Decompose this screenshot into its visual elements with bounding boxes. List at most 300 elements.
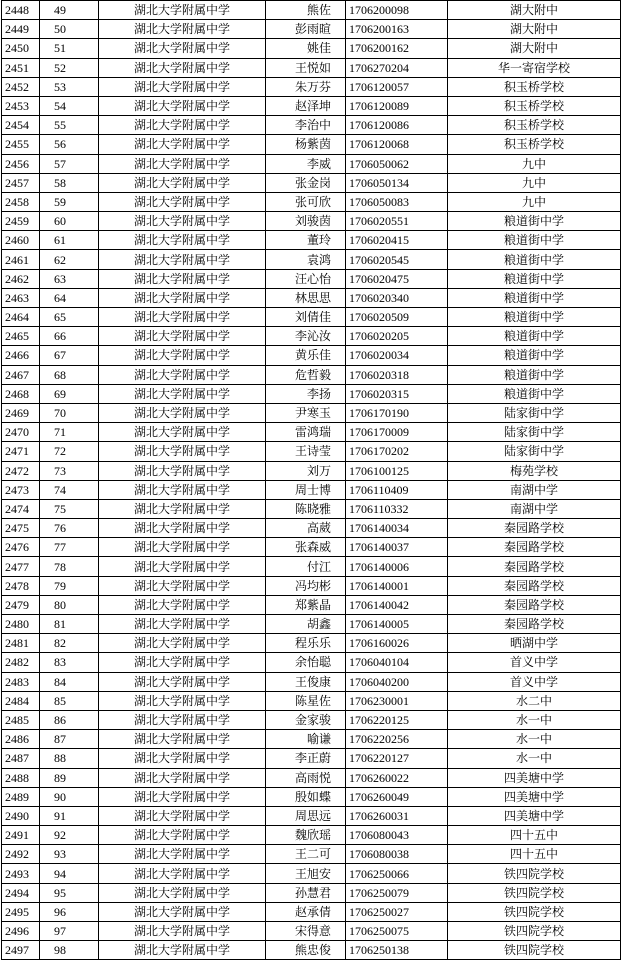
exam-number-cell: 1706020034 bbox=[346, 346, 448, 365]
admitting-school-cell: 湖北大学附属中学 bbox=[99, 135, 266, 154]
sequence-cell: 84 bbox=[40, 672, 99, 691]
graduating-school-cell: 粮道街中学 bbox=[448, 327, 621, 346]
exam-number-cell: 1706220125 bbox=[346, 710, 448, 729]
table-row bbox=[2, 173, 621, 192]
row-number-cell: 2485 bbox=[2, 710, 40, 729]
graduating-school-cell: 首义中学 bbox=[448, 672, 621, 691]
admitting-school-cell: 湖北大学附属中学 bbox=[99, 96, 266, 115]
student-name-cell: 高葳 bbox=[266, 519, 346, 538]
admitting-school-cell: 湖北大学附属中学 bbox=[99, 212, 266, 231]
sequence-cell: 62 bbox=[40, 250, 99, 269]
exam-number-cell: 1706250138 bbox=[346, 941, 448, 960]
row-number-cell: 2486 bbox=[2, 730, 40, 749]
sequence-cell: 96 bbox=[40, 902, 99, 921]
admitting-school-cell: 湖北大学附属中学 bbox=[99, 39, 266, 58]
sequence-cell: 93 bbox=[40, 845, 99, 864]
sequence-cell: 65 bbox=[40, 308, 99, 327]
exam-number-cell: 1706120086 bbox=[346, 116, 448, 135]
exam-number-cell: 1706140005 bbox=[346, 615, 448, 634]
sequence-cell: 60 bbox=[40, 212, 99, 231]
student-name-cell: 张森威 bbox=[266, 538, 346, 557]
sequence-cell: 90 bbox=[40, 787, 99, 806]
admitting-school-cell: 湖北大学附属中学 bbox=[99, 826, 266, 845]
admitting-school-cell: 湖北大学附属中学 bbox=[99, 806, 266, 825]
student-name-cell: 余怡聪 bbox=[266, 653, 346, 672]
admitting-school-cell: 湖北大学附属中学 bbox=[99, 384, 266, 403]
graduating-school-cell: 粮道街中学 bbox=[448, 288, 621, 307]
graduating-school-cell: 粮道街中学 bbox=[448, 250, 621, 269]
row-number-cell: 2477 bbox=[2, 557, 40, 576]
graduating-school-cell: 四美塘中学 bbox=[448, 806, 621, 825]
graduating-school-cell: 秦园路学校 bbox=[448, 576, 621, 595]
table-row bbox=[2, 864, 621, 883]
exam-number-cell: 1706170190 bbox=[346, 403, 448, 422]
exam-number-cell: 1706020315 bbox=[346, 384, 448, 403]
admitting-school-cell: 湖北大学附属中学 bbox=[99, 154, 266, 173]
sequence-cell: 76 bbox=[40, 519, 99, 538]
table-row bbox=[2, 576, 621, 595]
table-row bbox=[2, 269, 621, 288]
graduating-school-cell: 南湖中学 bbox=[448, 499, 621, 518]
admitting-school-cell: 湖北大学附属中学 bbox=[99, 730, 266, 749]
sequence-cell: 79 bbox=[40, 576, 99, 595]
student-name-cell: 刘倩佳 bbox=[266, 308, 346, 327]
sequence-cell: 95 bbox=[40, 883, 99, 902]
exam-number-cell: 1706140001 bbox=[346, 576, 448, 595]
exam-number-cell: 1706050062 bbox=[346, 154, 448, 173]
admitting-school-cell: 湖北大学附属中学 bbox=[99, 461, 266, 480]
graduating-school-cell: 秦园路学校 bbox=[448, 519, 621, 538]
graduating-school-cell: 积玉桥学校 bbox=[448, 96, 621, 115]
exam-number-cell: 1706100125 bbox=[346, 461, 448, 480]
student-name-cell: 姚佳 bbox=[266, 39, 346, 58]
row-number-cell: 2452 bbox=[2, 77, 40, 96]
row-number-cell: 2468 bbox=[2, 384, 40, 403]
table-row bbox=[2, 212, 621, 231]
sequence-cell: 83 bbox=[40, 653, 99, 672]
exam-number-cell: 1706080043 bbox=[346, 826, 448, 845]
exam-number-cell: 1706020205 bbox=[346, 327, 448, 346]
exam-number-cell: 1706260031 bbox=[346, 806, 448, 825]
table-row bbox=[2, 365, 621, 384]
student-name-cell: 宋得意 bbox=[266, 922, 346, 941]
row-number-cell: 2496 bbox=[2, 922, 40, 941]
sequence-cell: 50 bbox=[40, 20, 99, 39]
exam-number-cell: 1706020475 bbox=[346, 269, 448, 288]
student-name-cell: 周士博 bbox=[266, 480, 346, 499]
table-row bbox=[2, 384, 621, 403]
graduating-school-cell: 华一寄宿学校 bbox=[448, 58, 621, 77]
exam-number-cell: 1706160026 bbox=[346, 634, 448, 653]
student-name-cell: 王旭安 bbox=[266, 864, 346, 883]
row-number-cell: 2459 bbox=[2, 212, 40, 231]
admitting-school-cell: 湖北大学附属中学 bbox=[99, 403, 266, 422]
sequence-cell: 51 bbox=[40, 39, 99, 58]
row-number-cell: 2480 bbox=[2, 615, 40, 634]
admitting-school-cell: 湖北大学附属中学 bbox=[99, 58, 266, 77]
admitting-school-cell: 湖北大学附属中学 bbox=[99, 710, 266, 729]
sequence-cell: 58 bbox=[40, 173, 99, 192]
row-number-cell: 2484 bbox=[2, 691, 40, 710]
student-name-cell: 高雨悦 bbox=[266, 768, 346, 787]
sequence-cell: 66 bbox=[40, 327, 99, 346]
exam-number-cell: 1706220256 bbox=[346, 730, 448, 749]
table-row bbox=[2, 941, 621, 960]
graduating-school-cell: 铁四院学校 bbox=[448, 902, 621, 921]
table-row bbox=[2, 826, 621, 845]
row-number-cell: 2495 bbox=[2, 902, 40, 921]
student-name-cell: 张金岗 bbox=[266, 173, 346, 192]
sequence-cell: 63 bbox=[40, 269, 99, 288]
admitting-school-cell: 湖北大学附属中学 bbox=[99, 269, 266, 288]
admitting-school-cell: 湖北大学附属中学 bbox=[99, 749, 266, 768]
sequence-cell: 94 bbox=[40, 864, 99, 883]
row-number-cell: 2497 bbox=[2, 941, 40, 960]
student-name-cell: 李正蔚 bbox=[266, 749, 346, 768]
sequence-cell: 68 bbox=[40, 365, 99, 384]
table-row bbox=[2, 902, 621, 921]
admitting-school-cell: 湖北大学附属中学 bbox=[99, 845, 266, 864]
admitting-school-cell: 湖北大学附属中学 bbox=[99, 77, 266, 96]
table-row bbox=[2, 77, 621, 96]
graduating-school-cell: 南湖中学 bbox=[448, 480, 621, 499]
student-name-cell: 郑紫晶 bbox=[266, 595, 346, 614]
admitting-school-cell: 湖北大学附属中学 bbox=[99, 941, 266, 960]
table-row bbox=[2, 922, 621, 941]
admitting-school-cell: 湖北大学附属中学 bbox=[99, 499, 266, 518]
exam-number-cell: 1706220127 bbox=[346, 749, 448, 768]
table-row bbox=[2, 58, 621, 77]
admitting-school-cell: 湖北大学附属中学 bbox=[99, 442, 266, 461]
sequence-cell: 97 bbox=[40, 922, 99, 941]
row-number-cell: 2462 bbox=[2, 269, 40, 288]
graduating-school-cell: 粮道街中学 bbox=[448, 212, 621, 231]
exam-number-cell: 1706040200 bbox=[346, 672, 448, 691]
student-name-cell: 尹寒玉 bbox=[266, 403, 346, 422]
exam-number-cell: 1706020340 bbox=[346, 288, 448, 307]
table-row bbox=[2, 288, 621, 307]
exam-number-cell: 1706250066 bbox=[346, 864, 448, 883]
sequence-cell: 61 bbox=[40, 231, 99, 250]
table-row bbox=[2, 557, 621, 576]
exam-number-cell: 1706040104 bbox=[346, 653, 448, 672]
sequence-cell: 69 bbox=[40, 384, 99, 403]
table-row bbox=[2, 308, 621, 327]
admitting-school-cell: 湖北大学附属中学 bbox=[99, 231, 266, 250]
graduating-school-cell: 湖大附中 bbox=[448, 20, 621, 39]
row-number-cell: 2465 bbox=[2, 327, 40, 346]
sequence-cell: 70 bbox=[40, 403, 99, 422]
table-row bbox=[2, 461, 621, 480]
graduating-school-cell: 铁四院学校 bbox=[448, 941, 621, 960]
row-number-cell: 2450 bbox=[2, 39, 40, 58]
student-name-cell: 袁鸿 bbox=[266, 250, 346, 269]
row-number-cell: 2473 bbox=[2, 480, 40, 499]
admitting-school-cell: 湖北大学附属中学 bbox=[99, 538, 266, 557]
exam-number-cell: 1706170202 bbox=[346, 442, 448, 461]
row-number-cell: 2481 bbox=[2, 634, 40, 653]
sequence-cell: 49 bbox=[40, 1, 99, 20]
admitting-school-cell: 湖北大学附属中学 bbox=[99, 365, 266, 384]
student-name-cell: 金家骏 bbox=[266, 710, 346, 729]
graduating-school-cell: 湖大附中 bbox=[448, 1, 621, 20]
student-name-cell: 魏欣瑶 bbox=[266, 826, 346, 845]
exam-number-cell: 1706020551 bbox=[346, 212, 448, 231]
graduating-school-cell: 积玉桥学校 bbox=[448, 77, 621, 96]
table-row bbox=[2, 480, 621, 499]
admitting-school-cell: 湖北大学附属中学 bbox=[99, 864, 266, 883]
row-number-cell: 2490 bbox=[2, 806, 40, 825]
sequence-cell: 73 bbox=[40, 461, 99, 480]
admitting-school-cell: 湖北大学附属中学 bbox=[99, 250, 266, 269]
table-row bbox=[2, 615, 621, 634]
row-number-cell: 2467 bbox=[2, 365, 40, 384]
graduating-school-cell: 四美塘中学 bbox=[448, 768, 621, 787]
exam-number-cell: 1706120089 bbox=[346, 96, 448, 115]
exam-number-cell: 1706020318 bbox=[346, 365, 448, 384]
row-number-cell: 2483 bbox=[2, 672, 40, 691]
row-number-cell: 2488 bbox=[2, 768, 40, 787]
student-name-cell: 周思远 bbox=[266, 806, 346, 825]
admitting-school-cell: 湖北大学附属中学 bbox=[99, 768, 266, 787]
graduating-school-cell: 粮道街中学 bbox=[448, 384, 621, 403]
graduating-school-cell: 秦园路学校 bbox=[448, 595, 621, 614]
student-name-cell: 殷如蝶 bbox=[266, 787, 346, 806]
exam-number-cell: 1706200162 bbox=[346, 39, 448, 58]
exam-number-cell: 1706140006 bbox=[346, 557, 448, 576]
table-row bbox=[2, 845, 621, 864]
exam-number-cell: 1706250075 bbox=[346, 922, 448, 941]
graduating-school-cell: 九中 bbox=[448, 173, 621, 192]
admitting-school-cell: 湖北大学附属中学 bbox=[99, 308, 266, 327]
exam-number-cell: 1706270204 bbox=[346, 58, 448, 77]
graduating-school-cell: 水二中 bbox=[448, 691, 621, 710]
table-row bbox=[2, 442, 621, 461]
admitting-school-cell: 湖北大学附属中学 bbox=[99, 595, 266, 614]
graduating-school-cell: 铁四院学校 bbox=[448, 864, 621, 883]
table-row bbox=[2, 519, 621, 538]
student-name-cell: 王俊康 bbox=[266, 672, 346, 691]
table-row bbox=[2, 749, 621, 768]
graduating-school-cell: 铁四院学校 bbox=[448, 883, 621, 902]
table-row bbox=[2, 672, 621, 691]
admitting-school-cell: 湖北大学附属中学 bbox=[99, 883, 266, 902]
exam-number-cell: 1706170009 bbox=[346, 423, 448, 442]
student-name-cell: 程乐乐 bbox=[266, 634, 346, 653]
graduating-school-cell: 粮道街中学 bbox=[448, 308, 621, 327]
student-name-cell: 张可欣 bbox=[266, 192, 346, 211]
exam-number-cell: 1706020545 bbox=[346, 250, 448, 269]
row-number-cell: 2470 bbox=[2, 423, 40, 442]
student-name-cell: 雷鸿瑞 bbox=[266, 423, 346, 442]
admitting-school-cell: 湖北大学附属中学 bbox=[99, 346, 266, 365]
row-number-cell: 2487 bbox=[2, 749, 40, 768]
exam-number-cell: 1706080038 bbox=[346, 845, 448, 864]
table-row bbox=[2, 883, 621, 902]
student-name-cell: 熊佐 bbox=[266, 1, 346, 20]
sequence-cell: 80 bbox=[40, 595, 99, 614]
sequence-cell: 54 bbox=[40, 96, 99, 115]
row-number-cell: 2449 bbox=[2, 20, 40, 39]
exam-number-cell: 1706260049 bbox=[346, 787, 448, 806]
table-row bbox=[2, 135, 621, 154]
student-name-cell: 刘万 bbox=[266, 461, 346, 480]
table-row bbox=[2, 250, 621, 269]
admitting-school-cell: 湖北大学附属中学 bbox=[99, 423, 266, 442]
exam-number-cell: 1706260022 bbox=[346, 768, 448, 787]
admitting-school-cell: 湖北大学附属中学 bbox=[99, 288, 266, 307]
graduating-school-cell: 晒湖中学 bbox=[448, 634, 621, 653]
sequence-cell: 78 bbox=[40, 557, 99, 576]
student-name-cell: 熊忠俊 bbox=[266, 941, 346, 960]
graduating-school-cell: 铁四院学校 bbox=[448, 922, 621, 941]
student-name-cell: 李治中 bbox=[266, 116, 346, 135]
student-name-cell: 付江 bbox=[266, 557, 346, 576]
sequence-cell: 88 bbox=[40, 749, 99, 768]
table-row bbox=[2, 730, 621, 749]
student-name-cell: 朱万芬 bbox=[266, 77, 346, 96]
table-row bbox=[2, 653, 621, 672]
row-number-cell: 2463 bbox=[2, 288, 40, 307]
row-number-cell: 2493 bbox=[2, 864, 40, 883]
table-row bbox=[2, 231, 621, 250]
student-name-cell: 彭雨暄 bbox=[266, 20, 346, 39]
row-number-cell: 2494 bbox=[2, 883, 40, 902]
student-name-cell: 陈晓雅 bbox=[266, 499, 346, 518]
student-name-cell: 李扬 bbox=[266, 384, 346, 403]
admitting-school-cell: 湖北大学附属中学 bbox=[99, 1, 266, 20]
exam-number-cell: 1706050134 bbox=[346, 173, 448, 192]
exam-number-cell: 1706110409 bbox=[346, 480, 448, 499]
sequence-cell: 89 bbox=[40, 768, 99, 787]
graduating-school-cell: 九中 bbox=[448, 192, 621, 211]
table-row bbox=[2, 154, 621, 173]
row-number-cell: 2469 bbox=[2, 403, 40, 422]
row-number-cell: 2489 bbox=[2, 787, 40, 806]
admitting-school-cell: 湖北大学附属中学 bbox=[99, 691, 266, 710]
row-number-cell: 2482 bbox=[2, 653, 40, 672]
student-name-cell: 董玲 bbox=[266, 231, 346, 250]
exam-number-cell: 1706120068 bbox=[346, 135, 448, 154]
sequence-cell: 86 bbox=[40, 710, 99, 729]
table-row bbox=[2, 710, 621, 729]
student-name-cell: 赵泽坤 bbox=[266, 96, 346, 115]
student-name-cell: 杨紫茵 bbox=[266, 135, 346, 154]
sequence-cell: 74 bbox=[40, 480, 99, 499]
row-number-cell: 2475 bbox=[2, 519, 40, 538]
sequence-cell: 67 bbox=[40, 346, 99, 365]
admitting-school-cell: 湖北大学附属中学 bbox=[99, 116, 266, 135]
exam-number-cell: 1706200098 bbox=[346, 1, 448, 20]
table-row bbox=[2, 20, 621, 39]
student-name-cell: 赵承倩 bbox=[266, 902, 346, 921]
student-name-cell: 刘骏茵 bbox=[266, 212, 346, 231]
admitting-school-cell: 湖北大学附属中学 bbox=[99, 787, 266, 806]
admitting-school-cell: 湖北大学附属中学 bbox=[99, 922, 266, 941]
table-row bbox=[2, 538, 621, 557]
sequence-cell: 52 bbox=[40, 58, 99, 77]
admitting-school-cell: 湖北大学附属中学 bbox=[99, 327, 266, 346]
graduating-school-cell: 粮道街中学 bbox=[448, 269, 621, 288]
row-number-cell: 2451 bbox=[2, 58, 40, 77]
graduating-school-cell: 水一中 bbox=[448, 730, 621, 749]
admitting-school-cell: 湖北大学附属中学 bbox=[99, 20, 266, 39]
exam-number-cell: 1706140037 bbox=[346, 538, 448, 557]
sequence-cell: 57 bbox=[40, 154, 99, 173]
exam-number-cell: 1706120057 bbox=[346, 77, 448, 96]
admitting-school-cell: 湖北大学附属中学 bbox=[99, 192, 266, 211]
row-number-cell: 2478 bbox=[2, 576, 40, 595]
graduating-school-cell: 粮道街中学 bbox=[448, 365, 621, 384]
student-name-cell: 冯均彬 bbox=[266, 576, 346, 595]
sequence-cell: 91 bbox=[40, 806, 99, 825]
admitting-school-cell: 湖北大学附属中学 bbox=[99, 615, 266, 634]
student-name-cell: 李威 bbox=[266, 154, 346, 173]
row-number-cell: 2479 bbox=[2, 595, 40, 614]
graduating-school-cell: 首义中学 bbox=[448, 653, 621, 672]
student-name-cell: 孙慧君 bbox=[266, 883, 346, 902]
admitting-school-cell: 湖北大学附属中学 bbox=[99, 653, 266, 672]
sequence-cell: 59 bbox=[40, 192, 99, 211]
graduating-school-cell: 秦园路学校 bbox=[448, 557, 621, 576]
graduating-school-cell: 湖大附中 bbox=[448, 39, 621, 58]
student-name-cell: 喻谦 bbox=[266, 730, 346, 749]
row-number-cell: 2471 bbox=[2, 442, 40, 461]
table-row bbox=[2, 768, 621, 787]
row-number-cell: 2492 bbox=[2, 845, 40, 864]
admission-list-body bbox=[2, 1, 621, 960]
student-name-cell: 汪心怡 bbox=[266, 269, 346, 288]
admitting-school-cell: 湖北大学附属中学 bbox=[99, 902, 266, 921]
row-number-cell: 2474 bbox=[2, 499, 40, 518]
table-row bbox=[2, 403, 621, 422]
admitting-school-cell: 湖北大学附属中学 bbox=[99, 672, 266, 691]
row-number-cell: 2448 bbox=[2, 1, 40, 20]
table-row bbox=[2, 96, 621, 115]
student-name-cell: 胡鑫 bbox=[266, 615, 346, 634]
exam-number-cell: 1706140034 bbox=[346, 519, 448, 538]
sequence-cell: 98 bbox=[40, 941, 99, 960]
sequence-cell: 72 bbox=[40, 442, 99, 461]
row-number-cell: 2460 bbox=[2, 231, 40, 250]
table-row bbox=[2, 806, 621, 825]
table-row bbox=[2, 327, 621, 346]
row-number-cell: 2458 bbox=[2, 192, 40, 211]
row-number-cell: 2466 bbox=[2, 346, 40, 365]
row-number-cell: 2455 bbox=[2, 135, 40, 154]
sequence-cell: 55 bbox=[40, 116, 99, 135]
sequence-cell: 85 bbox=[40, 691, 99, 710]
graduating-school-cell: 秦园路学校 bbox=[448, 615, 621, 634]
row-number-cell: 2461 bbox=[2, 250, 40, 269]
sequence-cell: 77 bbox=[40, 538, 99, 557]
row-number-cell: 2457 bbox=[2, 173, 40, 192]
sequence-cell: 87 bbox=[40, 730, 99, 749]
table-row bbox=[2, 499, 621, 518]
graduating-school-cell: 四十五中 bbox=[448, 845, 621, 864]
exam-number-cell: 1706050083 bbox=[346, 192, 448, 211]
graduating-school-cell: 粮道街中学 bbox=[448, 231, 621, 250]
row-number-cell: 2491 bbox=[2, 826, 40, 845]
row-number-cell: 2464 bbox=[2, 308, 40, 327]
exam-number-cell: 1706250027 bbox=[346, 902, 448, 921]
graduating-school-cell: 陆家街中学 bbox=[448, 423, 621, 442]
exam-number-cell: 1706200163 bbox=[346, 20, 448, 39]
graduating-school-cell: 九中 bbox=[448, 154, 621, 173]
admitting-school-cell: 湖北大学附属中学 bbox=[99, 576, 266, 595]
admitting-school-cell: 湖北大学附属中学 bbox=[99, 557, 266, 576]
graduating-school-cell: 四美塘中学 bbox=[448, 787, 621, 806]
